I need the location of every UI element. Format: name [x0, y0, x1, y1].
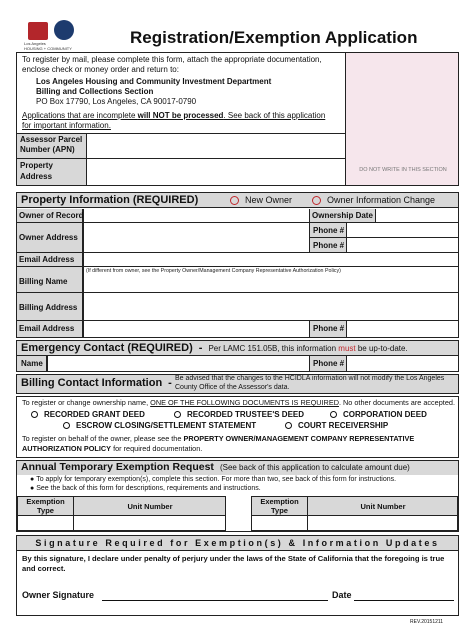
property-address-input[interactable] [87, 158, 345, 185]
billing-phone-label: Phone # [313, 324, 345, 333]
ownership-intro-b: ONE OF THE FOLLOWING DOCUMENTS IS REQUIRED [150, 398, 339, 407]
exemption-header-row [21, 461, 410, 473]
owner-address-label: Owner Address [19, 233, 78, 242]
exemption-left-unit-input[interactable] [74, 516, 226, 531]
address-line3: PO Box 17790, Los Angeles, CA 90017-0790 [36, 97, 197, 106]
emergency-header-row [21, 342, 408, 354]
exemption-left-type-input[interactable] [17, 516, 74, 531]
doc-option-corporation-deed[interactable] [330, 410, 427, 419]
logo-line2: HOUSING + COMMUNITY [24, 46, 72, 51]
apn-label: Assessor Parcel Number (APN) [20, 135, 83, 154]
ownership-date-input[interactable] [375, 209, 458, 223]
emergency-name-input[interactable] [47, 356, 310, 371]
billing-name-label: Billing Name [19, 277, 68, 286]
doc-option-trustee-deed-label: RECORDED TRUSTEE'S DEED [187, 410, 305, 419]
apn-input[interactable] [87, 133, 345, 158]
ownership-intro-c: . No other documents are accepted. [338, 398, 455, 407]
radio-circle-icon[interactable] [63, 422, 70, 429]
exemption-bullet-2-text: See the back of this form for descriptions, requirements and instructions. [36, 484, 261, 492]
signature-declaration: By this signature, I declare under penalty of perjury under the laws of the State of California that the foregoing is true and correct. [22, 554, 445, 573]
doc-option-grant-deed-label: RECORDED GRANT DEED [44, 410, 145, 419]
billing-note: (If different from owner, see the Property Owner/Management Company Representative Authorization Policy) [86, 268, 341, 274]
exemption-right-type-label: Exemption Type [260, 497, 299, 515]
hcidla-logo [24, 20, 84, 50]
radio-circle-icon[interactable] [174, 411, 181, 418]
signature-banner: Signature Required for Exemption(s) & Information Updates [35, 538, 440, 548]
logo-circle-icon [54, 20, 74, 40]
warn-d: for important information. [22, 121, 111, 130]
emergency-dash: - [198, 342, 203, 354]
behalf-a: To register on behalf of the owner, please see the [22, 434, 184, 443]
warn-c: . See back of this application [223, 111, 326, 120]
radio-circle-icon[interactable] [230, 196, 239, 205]
emergency-phone-input[interactable] [346, 356, 458, 371]
doc-option-court-receivership[interactable] [285, 421, 388, 430]
billing-address-label: Billing Address [19, 303, 78, 312]
emergency-note-c: be up-to-date. [355, 343, 408, 353]
exemption-header: Annual Temporary Exemption Request [21, 461, 214, 473]
emergency-phone-label: Phone # [313, 359, 345, 368]
radio-circle-icon[interactable] [285, 422, 292, 429]
exemption-right-type-input[interactable] [251, 516, 308, 531]
property-address-label: Property Address [20, 161, 53, 181]
billing-contact-note: Be advised that the changes to the HCIDLA information will not modify the Los Angeles County Office of the Assessor's data. [175, 375, 445, 391]
behalf-c: for required documentation. [111, 443, 203, 453]
email-label: Email Address [19, 255, 75, 264]
exemption-header-note: (See back of this application to calculate amount due) [219, 462, 410, 472]
radio-circle-icon[interactable] [31, 411, 38, 418]
date-label: Date [332, 590, 352, 600]
owner-of-record-label: Owner of Record [19, 211, 84, 220]
behalf-text [22, 434, 454, 453]
owner-signature-row [22, 590, 94, 600]
exemption-left-unit-label: Unit Number [127, 502, 173, 511]
ownership-date-label: Ownership Date [312, 211, 373, 220]
warn-b: will NOT be processed [137, 111, 224, 120]
owner-signature-label: Owner Signature [22, 590, 95, 600]
logo-text [24, 41, 84, 51]
exemption-right-unit-input[interactable] [308, 516, 458, 531]
owner-change-option[interactable] [312, 195, 435, 205]
exemption-bullet-1: ● To apply for temporary exemption(s), complete this section. For more than two, see back of this form for instructions. [30, 476, 397, 483]
page-title: Registration/Exemption Application [130, 28, 418, 47]
logo-house-icon [28, 22, 48, 40]
billing-email-input[interactable] [83, 321, 310, 337]
owner-address-input[interactable] [83, 223, 310, 253]
billing-contact-dash: - [168, 377, 172, 389]
owner-of-record-input[interactable] [83, 209, 310, 223]
billing-address-input[interactable] [83, 293, 458, 321]
emergency-header: Emergency Contact (REQUIRED) [21, 342, 193, 354]
billing-contact-header-row [21, 377, 172, 389]
exemption-bullet-1-text: To apply for temporary exemption(s), complete this section. For more than two, see back of this form for instructions. [36, 476, 397, 483]
owner-phone2-label: Phone # [313, 241, 345, 250]
address-line1: Los Angeles Housing and Community Investment Department [36, 77, 272, 86]
revision-code: REV.20151211 [410, 619, 444, 625]
intro-line2: enclose check or money order and return to: [22, 65, 179, 74]
billing-phone-input[interactable] [346, 321, 458, 337]
incomplete-warning [22, 111, 344, 131]
emergency-note [208, 344, 407, 353]
doc-option-escrow-label: ESCROW CLOSING/SETTLEMENT STATEMENT [76, 421, 257, 430]
address-line2: Billing and Collections Section [36, 87, 154, 96]
property-header: Property Information (REQUIRED) [21, 194, 199, 206]
doc-option-grant-deed[interactable] [31, 410, 145, 419]
owner-phone1-input[interactable] [346, 223, 458, 238]
ownership-intro-a: To register or change ownership name, [22, 398, 151, 407]
radio-circle-icon[interactable] [312, 196, 321, 205]
emergency-name-label: Name [21, 359, 43, 368]
radio-circle-icon[interactable] [330, 411, 337, 418]
date-line[interactable] [354, 600, 454, 601]
exemption-bullet-2: ● See the back of this form for descriptions, requirements and instructions. [30, 484, 261, 492]
emergency-note-a: Per LAMC 151.05B, this information [208, 343, 339, 353]
exemption-left-type-label: Exemption Type [26, 497, 65, 515]
owner-phone1-label: Phone # [313, 226, 345, 235]
exemption-right-unit-label: Unit Number [360, 502, 406, 511]
billing-email-label: Email Address [19, 324, 75, 333]
doc-option-escrow[interactable] [63, 421, 256, 430]
logo-line1: Los Angeles [24, 41, 46, 46]
warn-a: Applications that are incomplete [22, 111, 138, 120]
ownership-intro [22, 398, 455, 407]
doc-option-court-receivership-label: COURT RECEIVERSHIP [298, 421, 389, 430]
office-use-area [345, 53, 458, 185]
billing-contact-header: Billing Contact Information [21, 377, 163, 389]
emergency-note-b: must [338, 343, 356, 353]
intro-line1: To register by mail, please complete this form, attach the appropriate documentation, [22, 55, 322, 64]
doc-option-trustee-deed[interactable] [174, 410, 304, 419]
owner-change-label: Owner Information Change [327, 195, 436, 205]
email-input[interactable] [83, 253, 458, 267]
behalf-b: PROPERTY OWNER/MANAGEMENT COMPANY REPRESENTATIVE AUTHORIZATION POLICY [22, 434, 415, 453]
doc-option-corporation-deed-label: CORPORATION DEED [343, 410, 427, 419]
new-owner-label: New Owner [245, 195, 293, 205]
intro-text [22, 55, 344, 131]
new-owner-option[interactable] [230, 195, 292, 205]
exemption-bullets [30, 476, 455, 493]
do-not-write-note: DO NOT WRITE IN THIS SECTION [359, 167, 447, 173]
owner-signature-line[interactable] [102, 600, 328, 601]
owner-phone2-input[interactable] [346, 238, 458, 253]
